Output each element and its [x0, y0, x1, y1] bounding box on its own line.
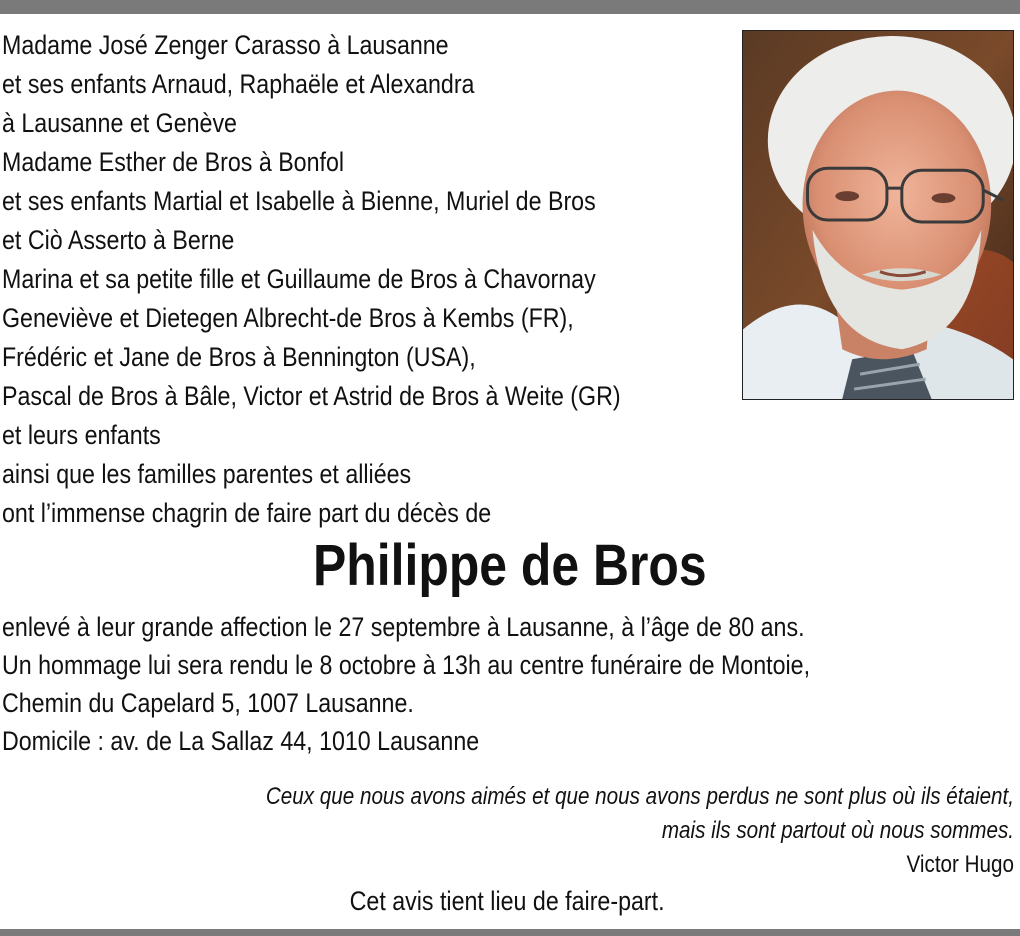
- family-line: Pascal de Bros à Bâle, Victor et Astrid de Bros à Weite (GR): [2, 381, 621, 411]
- details-line: Un hommage lui sera rendu le 8 octobre à 13h au centre funéraire de Montoie,: [2, 650, 811, 680]
- deceased-name-text: Philippe de Bros: [313, 533, 707, 598]
- family-line: à Lausanne et Genève: [2, 108, 237, 138]
- quote-author: Victor Hugo: [906, 851, 1014, 878]
- deceased-name: [0, 528, 1020, 604]
- closing-note-text: Cet avis tient lieu de faire-part.: [349, 886, 665, 916]
- family-line: et ses enfants Martial et Isabelle à Bienne, Muriel de Bros: [2, 186, 596, 216]
- domicile-line: Domicile : av. de La Sallaz 44, 1010 Lausanne: [2, 726, 480, 756]
- family-line: et Ciò Asserto à Berne: [2, 225, 235, 255]
- closing-note: [0, 882, 1014, 920]
- family-line: Frédéric et Jane de Bros à Bennington (USA),: [2, 342, 476, 372]
- quote-line: Ceux que nous avons aimés et que nous avons perdus ne sont plus où ils étaient,: [265, 783, 1014, 810]
- details-list: [2, 608, 1020, 760]
- family-line: ainsi que les familles parentes et alliées: [2, 459, 412, 489]
- family-line: Madame José Zenger Carasso à Lausanne: [2, 30, 449, 60]
- quote-line: mais ils sont partout où nous sommes.: [661, 817, 1014, 844]
- family-line: et ses enfants Arnaud, Raphaële et Alexandra: [2, 69, 475, 99]
- announcement-line: ont l’immense chagrin de faire part du décès de: [2, 498, 492, 528]
- family-line: et leurs enfants: [2, 420, 161, 450]
- portrait-illustration: [743, 31, 1013, 399]
- details-line: enlevé à leur grande affection le 27 septembre à Lausanne, à l’âge de 80 ans.: [2, 612, 805, 642]
- top-rule: [0, 0, 1020, 14]
- bottom-rule: [0, 929, 1020, 936]
- family-line: Madame Esther de Bros à Bonfol: [2, 147, 345, 177]
- family-list: [2, 26, 732, 533]
- quote-block: [14, 780, 1014, 882]
- family-line: Marina et sa petite fille et Guillaume de Bros à Chavornay: [2, 264, 596, 294]
- family-line: Geneviève et Dietegen Albrecht-de Bros à Kembs (FR),: [2, 303, 574, 333]
- details-line: Chemin du Capelard 5, 1007 Lausanne.: [2, 688, 414, 718]
- portrait-photo: [742, 30, 1014, 400]
